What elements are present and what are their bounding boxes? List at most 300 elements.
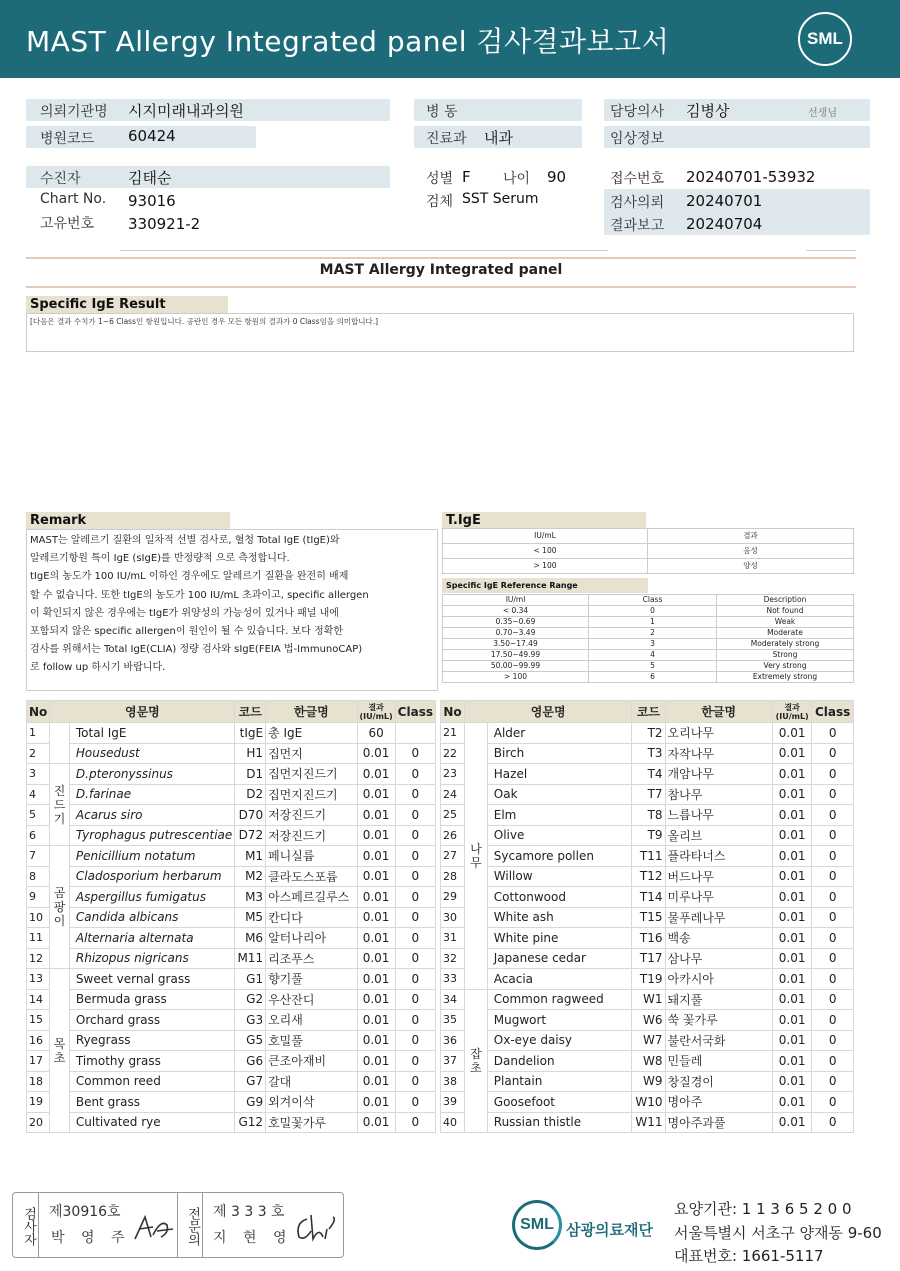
result-row bbox=[27, 764, 436, 785]
result-row bbox=[441, 784, 854, 805]
cell-code: G12 bbox=[235, 1112, 266, 1133]
cell-en: Cultivated rye bbox=[69, 1112, 235, 1133]
institution-label: 의뢰기관명 bbox=[40, 104, 108, 120]
result-row bbox=[441, 928, 854, 949]
cell-code: T8 bbox=[632, 805, 665, 826]
cell-result: 0.01 bbox=[772, 1030, 811, 1051]
inspector-label: 검사자 bbox=[13, 1193, 39, 1257]
cell-no: 11 bbox=[27, 928, 50, 949]
ref-cell: 50.00~99.99 bbox=[443, 661, 589, 672]
unique-value: 330921-2 bbox=[128, 215, 201, 233]
cell-no: 40 bbox=[441, 1112, 465, 1133]
cell-no: 20 bbox=[27, 1112, 50, 1133]
patient-label: 수진자 bbox=[40, 171, 81, 187]
cell-no: 4 bbox=[27, 784, 50, 805]
cell-ko: 백송 bbox=[665, 928, 772, 949]
cell-en: Elm bbox=[487, 805, 632, 826]
cell-cls: 0 bbox=[812, 1071, 854, 1092]
cell-cls: 0 bbox=[812, 948, 854, 969]
cell-result: 0.01 bbox=[357, 1030, 395, 1051]
cell-no: 25 bbox=[441, 805, 465, 826]
result-row bbox=[27, 887, 436, 908]
cell-cls: 0 bbox=[395, 907, 435, 928]
cell-ko: 오리나무 bbox=[665, 723, 772, 744]
group-label: 진드기 bbox=[50, 764, 70, 846]
remark-line: 알레르기항원 특이 IgE (sIgE)를 반정량적 으로 측정합니다. bbox=[30, 553, 290, 565]
ref-cell: Not found bbox=[717, 606, 854, 617]
sml-logo-icon: SML bbox=[798, 12, 852, 66]
cell-cls: 0 bbox=[812, 1112, 854, 1133]
result-row bbox=[27, 825, 436, 846]
ref-header: Description bbox=[717, 595, 854, 606]
cell-code: D72 bbox=[235, 825, 266, 846]
cell-result: 0.01 bbox=[772, 907, 811, 928]
cell-ko: 큰조아재비 bbox=[266, 1051, 357, 1072]
cell-result: 0.01 bbox=[357, 887, 395, 908]
cell-en: Russian thistle bbox=[487, 1112, 632, 1133]
cell-cls: 0 bbox=[812, 846, 854, 867]
header-no: No bbox=[27, 701, 50, 723]
cell-result: 0.01 bbox=[357, 1010, 395, 1031]
cell-code: D1 bbox=[235, 764, 266, 785]
result-row bbox=[27, 1092, 436, 1113]
cell-result: 0.01 bbox=[772, 948, 811, 969]
cell-code: W8 bbox=[632, 1051, 665, 1072]
cell-cls: 0 bbox=[812, 907, 854, 928]
result-row bbox=[441, 1051, 854, 1072]
phone: 대표번호: 1661-5117 bbox=[674, 1247, 824, 1265]
cell-result: 0.01 bbox=[357, 764, 395, 785]
cell-no: 32 bbox=[441, 948, 465, 969]
cell-en: Dandelion bbox=[487, 1051, 632, 1072]
cell-ko: 삼나무 bbox=[665, 948, 772, 969]
cell-result: 0.01 bbox=[772, 1112, 811, 1133]
cell-result: 0.01 bbox=[772, 928, 811, 949]
tige-cell: 양성 bbox=[648, 559, 854, 574]
result-row bbox=[27, 784, 436, 805]
sex-label: 성별 bbox=[426, 171, 454, 187]
cell-en: Rhizopus nigricans bbox=[69, 948, 235, 969]
cell-result: 0.01 bbox=[772, 887, 811, 908]
cell-no: 35 bbox=[441, 1010, 465, 1031]
cell-en: White ash bbox=[487, 907, 632, 928]
cell-ko: 플라타너스 bbox=[665, 846, 772, 867]
cell-code: T2 bbox=[632, 723, 665, 744]
cell-code: M1 bbox=[235, 846, 266, 867]
result-row bbox=[441, 1092, 854, 1113]
divider bbox=[26, 257, 856, 259]
specific-ige-box bbox=[26, 313, 854, 352]
cell-no: 10 bbox=[27, 907, 50, 928]
cell-no: 9 bbox=[27, 887, 50, 908]
result-row bbox=[27, 805, 436, 826]
result-row bbox=[441, 1010, 854, 1031]
group-label bbox=[50, 723, 70, 764]
cell-no: 28 bbox=[441, 866, 465, 887]
remark-box bbox=[26, 529, 438, 691]
tige-title: T.IgE bbox=[442, 512, 646, 530]
cell-code: M6 bbox=[235, 928, 266, 949]
cell-en: Birch bbox=[487, 743, 632, 764]
cell-code: G2 bbox=[235, 989, 266, 1010]
cell-cls: 0 bbox=[395, 969, 435, 990]
cell-en: Common ragweed bbox=[487, 989, 632, 1010]
ref-cell: 3.50~17.49 bbox=[443, 639, 589, 650]
chart-value: 93016 bbox=[128, 192, 176, 210]
header-en: 영문명 bbox=[50, 701, 235, 723]
cell-code: W1 bbox=[632, 989, 665, 1010]
result-row bbox=[27, 1030, 436, 1051]
cell-en: Acacia bbox=[487, 969, 632, 990]
header-class: Class bbox=[395, 701, 435, 723]
cell-en: Olive bbox=[487, 825, 632, 846]
cell-result: 0.01 bbox=[772, 784, 811, 805]
dept-label: 진료과 bbox=[426, 131, 467, 147]
cell-cls: 0 bbox=[395, 1112, 435, 1133]
inspector-name: 박 영 주 bbox=[51, 1230, 131, 1246]
cell-en: Ox-eye daisy bbox=[487, 1030, 632, 1051]
header-code: 코드 bbox=[632, 701, 665, 723]
header-code: 코드 bbox=[235, 701, 266, 723]
specialist-signature-icon bbox=[293, 1209, 339, 1245]
results-table-right bbox=[440, 700, 854, 1133]
cell-cls: 0 bbox=[812, 1092, 854, 1113]
cell-no: 14 bbox=[27, 989, 50, 1010]
cell-cls: 0 bbox=[812, 764, 854, 785]
cell-code: H1 bbox=[235, 743, 266, 764]
receipt-value: 20240701-53932 bbox=[686, 168, 816, 186]
remark-title: Remark bbox=[26, 512, 230, 530]
cell-ko: 갈대 bbox=[266, 1071, 357, 1092]
divider bbox=[120, 250, 608, 251]
cell-ko: 집먼지진드기 bbox=[266, 784, 357, 805]
cell-cls: 0 bbox=[395, 846, 435, 867]
cell-code: D70 bbox=[235, 805, 266, 826]
cell-code: M2 bbox=[235, 866, 266, 887]
cell-result: 0.01 bbox=[772, 805, 811, 826]
cell-cls: 0 bbox=[812, 805, 854, 826]
specialist-no: 제 3 3 3 호 bbox=[213, 1204, 285, 1220]
cell-cls: 0 bbox=[395, 948, 435, 969]
cell-result: 0.01 bbox=[357, 989, 395, 1010]
cell-cls: 0 bbox=[812, 784, 854, 805]
cell-en: White pine bbox=[487, 928, 632, 949]
cell-ko: 민들레 bbox=[665, 1051, 772, 1072]
inspector-no: 제30916호 bbox=[49, 1204, 121, 1220]
result-row bbox=[441, 764, 854, 785]
cell-en: Bent grass bbox=[69, 1092, 235, 1113]
cell-code: T17 bbox=[632, 948, 665, 969]
cell-en: Penicillium notatum bbox=[69, 846, 235, 867]
inspector-signature-icon bbox=[131, 1211, 175, 1245]
cell-ko: 쑥 꽃가루 bbox=[665, 1010, 772, 1031]
cell-ko: 아카시아 bbox=[665, 969, 772, 990]
cell-cls bbox=[395, 723, 435, 744]
cell-en: Oak bbox=[487, 784, 632, 805]
cell-no: 1 bbox=[27, 723, 50, 744]
report-value: 20240704 bbox=[686, 215, 763, 233]
cell-cls: 0 bbox=[395, 1051, 435, 1072]
ref-cell: 17.50~49.99 bbox=[443, 650, 589, 661]
result-row bbox=[27, 1112, 436, 1133]
cell-no: 29 bbox=[441, 887, 465, 908]
cell-cls: 0 bbox=[395, 928, 435, 949]
cell-no: 26 bbox=[441, 825, 465, 846]
ref-cell: 1 bbox=[589, 617, 717, 628]
cell-no: 7 bbox=[27, 846, 50, 867]
header-no: No bbox=[441, 701, 465, 723]
org-name: 삼광의료재단 bbox=[566, 1221, 653, 1239]
group-label: 곰팡이 bbox=[50, 846, 70, 969]
cell-code: G6 bbox=[235, 1051, 266, 1072]
cell-en: Sycamore pollen bbox=[487, 846, 632, 867]
cell-en: Cladosporium herbarum bbox=[69, 866, 235, 887]
cell-en: Ryegrass bbox=[69, 1030, 235, 1051]
cell-no: 12 bbox=[27, 948, 50, 969]
age-value: 90 bbox=[547, 168, 567, 186]
cell-ko: 저장진드기 bbox=[266, 825, 357, 846]
specific-ige-title: Specific IgE Result bbox=[26, 296, 228, 314]
hospital-code-label: 병원코드 bbox=[40, 131, 95, 147]
cell-code: D2 bbox=[235, 784, 266, 805]
cell-code: G1 bbox=[235, 969, 266, 990]
cell-code: T11 bbox=[632, 846, 665, 867]
group-label: 잡초 bbox=[465, 989, 488, 1133]
ref-cell: < 0.34 bbox=[443, 606, 589, 617]
header-ko: 한글명 bbox=[266, 701, 357, 723]
result-row bbox=[27, 1071, 436, 1092]
ref-cell: 4 bbox=[589, 650, 717, 661]
institution-code: 요양기관: 1 1 3 6 5 2 0 0 bbox=[674, 1200, 852, 1218]
doctor-suffix: 선생님 bbox=[808, 108, 837, 119]
result-row bbox=[441, 969, 854, 990]
cell-ko: 불란서국화 bbox=[665, 1030, 772, 1051]
remark-line: 포함되지 않은 specific allergen이 원인이 될 수 있습니다. 보다 정확한 bbox=[30, 626, 344, 638]
ref-cell: 5 bbox=[589, 661, 717, 672]
cell-ko: 개암나무 bbox=[665, 764, 772, 785]
ref-cell: Strong bbox=[717, 650, 854, 661]
cell-no: 24 bbox=[441, 784, 465, 805]
cell-ko: 칸디다 bbox=[266, 907, 357, 928]
cell-result: 0.01 bbox=[357, 743, 395, 764]
cell-ko: 버드나무 bbox=[665, 866, 772, 887]
cell-cls: 0 bbox=[395, 743, 435, 764]
cell-no: 22 bbox=[441, 743, 465, 764]
cell-cls: 0 bbox=[395, 1010, 435, 1031]
cell-code: G7 bbox=[235, 1071, 266, 1092]
cell-ko: 아스페르길루스 bbox=[266, 887, 357, 908]
cell-code: T9 bbox=[632, 825, 665, 846]
result-row bbox=[441, 1071, 854, 1092]
cell-code: T4 bbox=[632, 764, 665, 785]
cell-ko: 총 IgE bbox=[266, 723, 357, 744]
result-row bbox=[441, 1030, 854, 1051]
cell-en: Acarus siro bbox=[69, 805, 235, 826]
cell-ko: 호밀꽃가루 bbox=[266, 1112, 357, 1133]
cell-result: 0.01 bbox=[772, 723, 811, 744]
result-row bbox=[27, 866, 436, 887]
cell-ko: 창질경이 bbox=[665, 1071, 772, 1092]
sex-value: F bbox=[462, 168, 471, 186]
cell-en: Plantain bbox=[487, 1071, 632, 1092]
cell-code: T14 bbox=[632, 887, 665, 908]
specimen-label: 검체 bbox=[426, 194, 454, 210]
cell-ko: 호밀풀 bbox=[266, 1030, 357, 1051]
cell-result: 0.01 bbox=[772, 1071, 811, 1092]
tige-table bbox=[442, 528, 854, 574]
cell-no: 15 bbox=[27, 1010, 50, 1031]
tige-cell: < 100 bbox=[443, 544, 648, 559]
cell-result: 0.01 bbox=[357, 784, 395, 805]
cell-result: 0.01 bbox=[357, 1071, 395, 1092]
divider bbox=[26, 286, 856, 288]
cell-code: T16 bbox=[632, 928, 665, 949]
cell-ko: 명아주 bbox=[665, 1092, 772, 1113]
cell-cls: 0 bbox=[812, 887, 854, 908]
header-ko: 한글명 bbox=[665, 701, 772, 723]
result-row bbox=[27, 846, 436, 867]
panel-title: MAST Allergy Integrated panel bbox=[319, 262, 563, 278]
cell-code: W6 bbox=[632, 1010, 665, 1031]
tige-cell: 음성 bbox=[648, 544, 854, 559]
cell-en: Common reed bbox=[69, 1071, 235, 1092]
result-row bbox=[27, 723, 436, 744]
cell-no: 2 bbox=[27, 743, 50, 764]
cell-en: Timothy grass bbox=[69, 1051, 235, 1072]
ref-cell: 0 bbox=[589, 606, 717, 617]
cell-code: G5 bbox=[235, 1030, 266, 1051]
cell-no: 21 bbox=[441, 723, 465, 744]
cell-cls: 0 bbox=[812, 1010, 854, 1031]
specific-ige-note: [다음은 결과 수치가 1~6 Class인 항원입니다. 공란인 경우 모든 항원의 결과가 0 Class임을 의미합니다.] bbox=[30, 317, 379, 326]
ward-label: 병 동 bbox=[426, 104, 458, 120]
tige-header: 결과 bbox=[648, 529, 854, 544]
cell-result: 0.01 bbox=[772, 1010, 811, 1031]
result-row bbox=[27, 907, 436, 928]
ref-header: Class bbox=[589, 595, 717, 606]
cell-cls: 0 bbox=[812, 866, 854, 887]
header-class: Class bbox=[812, 701, 854, 723]
cell-no: 3 bbox=[27, 764, 50, 785]
cell-code: W9 bbox=[632, 1071, 665, 1092]
cell-en: Aspergillus fumigatus bbox=[69, 887, 235, 908]
cell-no: 17 bbox=[27, 1051, 50, 1072]
remark-line: 할 수 없습니다. 또한 tIgE의 농도가 100 IU/mL 초과이고, specific allergen bbox=[30, 589, 369, 601]
cell-result: 0.01 bbox=[772, 969, 811, 990]
cell-no: 37 bbox=[441, 1051, 465, 1072]
cell-code: W7 bbox=[632, 1030, 665, 1051]
result-row bbox=[27, 969, 436, 990]
ref-cell: Extremely strong bbox=[717, 672, 854, 683]
cell-result: 0.01 bbox=[772, 989, 811, 1010]
cell-cls: 0 bbox=[395, 1030, 435, 1051]
header-result: 결과 (IU/mL) bbox=[772, 701, 811, 723]
cell-no: 18 bbox=[27, 1071, 50, 1092]
cell-cls: 0 bbox=[395, 989, 435, 1010]
cell-en: Total IgE bbox=[69, 723, 235, 744]
cell-ko: 집먼지진드기 bbox=[266, 764, 357, 785]
ref-cell: 0.70~3.49 bbox=[443, 628, 589, 639]
cell-cls: 0 bbox=[395, 764, 435, 785]
cell-result: 0.01 bbox=[357, 948, 395, 969]
result-row bbox=[27, 989, 436, 1010]
address: 서울특별시 서초구 양재동 9-60 bbox=[674, 1224, 882, 1242]
cell-cls: 0 bbox=[395, 866, 435, 887]
cell-en: Alder bbox=[487, 723, 632, 744]
result-row bbox=[441, 846, 854, 867]
cell-ko: 돼지풀 bbox=[665, 989, 772, 1010]
group-label: 목초 bbox=[50, 969, 70, 1133]
result-row bbox=[27, 1010, 436, 1031]
cell-en: Goosefoot bbox=[487, 1092, 632, 1113]
cell-no: 34 bbox=[441, 989, 465, 1010]
cell-en: Alternaria alternata bbox=[69, 928, 235, 949]
ref-cell: Weak bbox=[717, 617, 854, 628]
cell-cls: 0 bbox=[395, 1092, 435, 1113]
cell-en: Bermuda grass bbox=[69, 989, 235, 1010]
cell-no: 31 bbox=[441, 928, 465, 949]
cell-ko: 미루나무 bbox=[665, 887, 772, 908]
header-en: 영문명 bbox=[465, 701, 632, 723]
remark-text bbox=[27, 530, 437, 680]
result-row bbox=[441, 989, 854, 1010]
cell-cls: 0 bbox=[812, 928, 854, 949]
ref-cell: 2 bbox=[589, 628, 717, 639]
cell-no: 27 bbox=[441, 846, 465, 867]
cell-cls: 0 bbox=[812, 723, 854, 744]
specialist-name: 지 현 영 bbox=[213, 1230, 293, 1246]
cell-code: M5 bbox=[235, 907, 266, 928]
cell-en: Cottonwood bbox=[487, 887, 632, 908]
cell-en: Housedust bbox=[69, 743, 235, 764]
cell-result: 0.01 bbox=[772, 846, 811, 867]
cell-result: 0.01 bbox=[772, 764, 811, 785]
result-row bbox=[441, 948, 854, 969]
result-row bbox=[27, 928, 436, 949]
cell-no: 6 bbox=[27, 825, 50, 846]
cell-cls: 0 bbox=[395, 805, 435, 826]
cell-ko: 오리새 bbox=[266, 1010, 357, 1031]
cell-no: 5 bbox=[27, 805, 50, 826]
cell-ko: 저장진드기 bbox=[266, 805, 357, 826]
cell-en: D.pteronyssinus bbox=[69, 764, 235, 785]
report-title: MAST Allergy Integrated panel 검사결과보고서 bbox=[26, 25, 670, 58]
clinical-label: 임상정보 bbox=[610, 131, 665, 147]
sml-footer-logo-icon: SML bbox=[512, 1200, 562, 1250]
cell-result: 0.01 bbox=[772, 825, 811, 846]
cell-ko: 외겨이삭 bbox=[266, 1092, 357, 1113]
tige-cell: > 100 bbox=[443, 559, 648, 574]
cell-no: 13 bbox=[27, 969, 50, 990]
result-row bbox=[441, 866, 854, 887]
cell-result: 0.01 bbox=[357, 1051, 395, 1072]
cell-no: 30 bbox=[441, 907, 465, 928]
cell-code: W11 bbox=[632, 1112, 665, 1133]
cell-code: T7 bbox=[632, 784, 665, 805]
cell-en: Hazel bbox=[487, 764, 632, 785]
cell-code: T19 bbox=[632, 969, 665, 990]
cell-ko: 클라도스포륨 bbox=[266, 866, 357, 887]
cell-ko: 물푸레나무 bbox=[665, 907, 772, 928]
cell-cls: 0 bbox=[812, 969, 854, 990]
tige-header: IU/mL bbox=[443, 529, 648, 544]
cell-ko: 페니실륨 bbox=[266, 846, 357, 867]
group-label: 나무 bbox=[465, 723, 488, 990]
ref-cell: > 100 bbox=[443, 672, 589, 683]
cell-no: 8 bbox=[27, 866, 50, 887]
result-row bbox=[441, 887, 854, 908]
cell-code: G9 bbox=[235, 1092, 266, 1113]
